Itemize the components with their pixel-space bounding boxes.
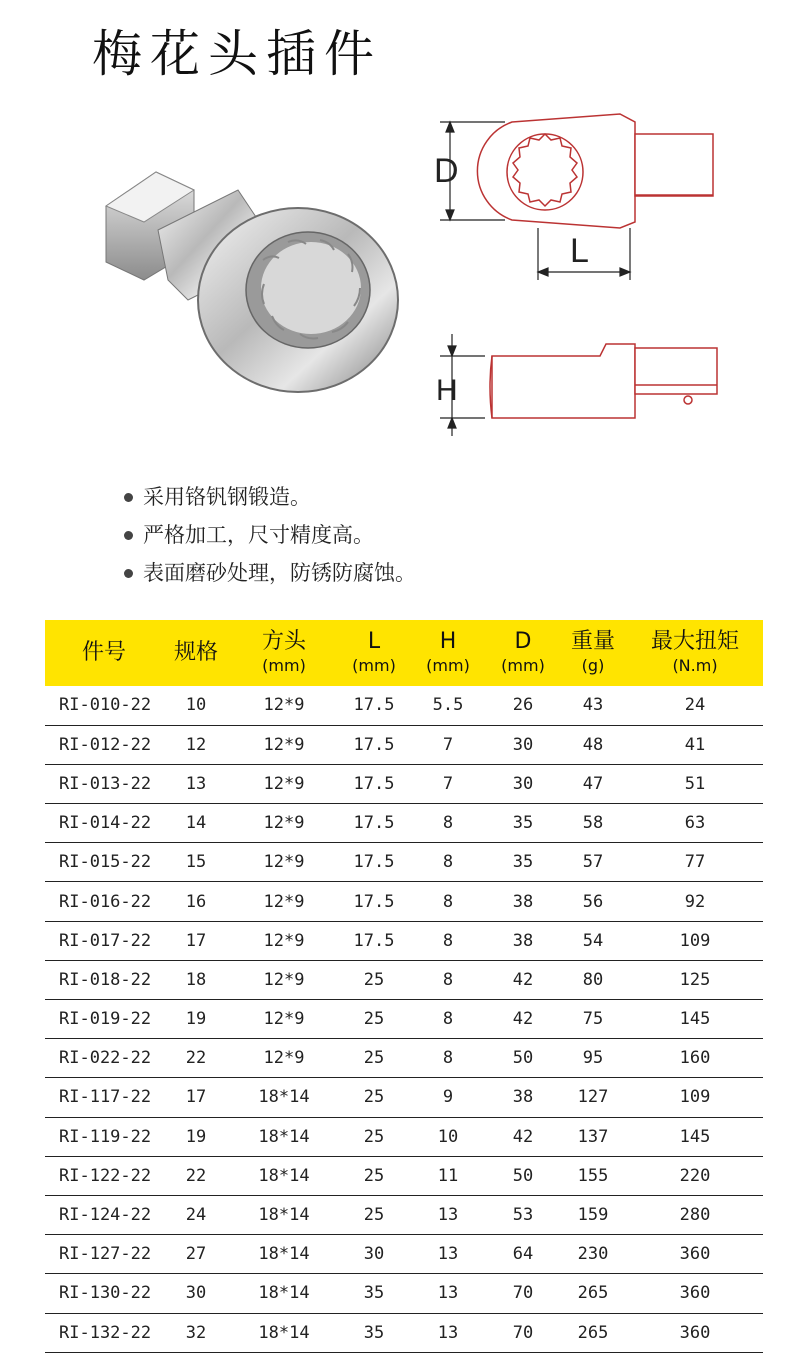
table-cell: 16 xyxy=(185,891,207,912)
table-cell: 12*9 xyxy=(263,1009,305,1030)
table-cell: 25 xyxy=(363,1048,385,1069)
table-row xyxy=(45,921,763,960)
table-cell: 18 xyxy=(185,969,207,990)
table-cell: 109 xyxy=(679,930,711,951)
table-row xyxy=(45,1000,763,1039)
table-cell: 42 xyxy=(512,969,534,990)
table-cell: 18*14 xyxy=(258,1205,310,1226)
col-header: H (mm) xyxy=(426,629,470,675)
table-header-row xyxy=(45,620,763,686)
table-cell: 13 xyxy=(437,1283,459,1304)
table-cell: RI-013-22 xyxy=(59,773,152,794)
table-cell: 38 xyxy=(512,930,534,951)
feature-text: 严格加工，尺寸精度高。 xyxy=(143,523,374,547)
table-cell: 57 xyxy=(582,852,604,873)
feature-item xyxy=(124,516,416,554)
table-cell: 19 xyxy=(185,1009,207,1030)
table-cell: 77 xyxy=(684,852,706,873)
table-row xyxy=(45,804,763,843)
table-cell: 42 xyxy=(512,1009,534,1030)
table-cell: 24 xyxy=(185,1205,207,1226)
table-cell: 155 xyxy=(577,1165,609,1186)
table-cell: RI-014-22 xyxy=(59,813,152,834)
table-cell: RI-119-22 xyxy=(59,1126,152,1147)
table-cell: 280 xyxy=(679,1205,711,1226)
bullet-icon xyxy=(124,493,133,502)
table-row xyxy=(45,1117,763,1156)
table-cell: 35 xyxy=(363,1322,385,1343)
table-cell: 26 xyxy=(512,695,534,716)
col-header: D (mm) xyxy=(501,629,545,675)
col-header: 件号 xyxy=(81,640,126,665)
table-cell: RI-130-22 xyxy=(59,1283,152,1304)
table-cell: 18*14 xyxy=(258,1283,310,1304)
table-cell: 18*14 xyxy=(258,1244,310,1265)
col-header: L (mm) xyxy=(352,629,396,675)
table-cell: 12*9 xyxy=(263,969,305,990)
table-cell: RI-019-22 xyxy=(59,1009,152,1030)
table-cell: 38 xyxy=(512,891,534,912)
table-cell: 54 xyxy=(582,930,604,951)
table-cell: 360 xyxy=(679,1244,711,1265)
table-cell: 13 xyxy=(437,1205,459,1226)
table-cell: 51 xyxy=(684,773,706,794)
table-cell: 30 xyxy=(512,734,534,755)
table-cell: RI-015-22 xyxy=(59,852,152,873)
table-row xyxy=(45,686,763,725)
table-cell: 17.5 xyxy=(353,773,395,794)
table-cell: 14 xyxy=(185,813,207,834)
table-cell: 25 xyxy=(363,1087,385,1108)
table-cell: RI-117-22 xyxy=(59,1087,152,1108)
table-cell: 42 xyxy=(512,1126,534,1147)
table-cell: 12*9 xyxy=(263,1048,305,1069)
table-cell: 18*14 xyxy=(258,1087,310,1108)
table-cell: 17 xyxy=(185,930,207,951)
table-cell: 10 xyxy=(185,695,207,716)
table-cell: 35 xyxy=(512,852,534,873)
table-cell: 18*14 xyxy=(258,1322,310,1343)
table-cell: 80 xyxy=(582,969,604,990)
table-cell: 47 xyxy=(582,773,604,794)
table-cell: 12*9 xyxy=(263,773,305,794)
table-cell: 58 xyxy=(582,813,604,834)
table-cell: 265 xyxy=(577,1283,609,1304)
table-cell: 32 xyxy=(185,1322,207,1343)
table-cell: 56 xyxy=(582,891,604,912)
table-cell: 50 xyxy=(512,1048,534,1069)
table-cell: 8 xyxy=(442,1048,454,1069)
table-cell: 13 xyxy=(437,1322,459,1343)
table-cell: 17.5 xyxy=(353,891,395,912)
table-cell: 95 xyxy=(582,1048,604,1069)
table-cell: 13 xyxy=(185,773,207,794)
table-cell: RI-012-22 xyxy=(59,734,152,755)
table-cell: RI-122-22 xyxy=(59,1165,152,1186)
label-h: H xyxy=(436,374,458,407)
table-cell: 25 xyxy=(363,1165,385,1186)
table-cell: 25 xyxy=(363,1126,385,1147)
table-cell: 7 xyxy=(442,734,454,755)
table-cell: RI-124-22 xyxy=(59,1205,152,1226)
table-cell: 43 xyxy=(582,695,604,716)
table-cell: 15 xyxy=(185,852,207,873)
table-cell: 12 xyxy=(185,734,207,755)
table-cell: RI-132-22 xyxy=(59,1322,152,1343)
table-cell: 30 xyxy=(363,1244,385,1265)
table-cell: 17 xyxy=(185,1087,207,1108)
table-cell: RI-022-22 xyxy=(59,1048,152,1069)
table-row xyxy=(45,1039,763,1078)
table-row xyxy=(45,1195,763,1234)
table-cell: 220 xyxy=(679,1165,711,1186)
table-cell: 13 xyxy=(437,1244,459,1265)
table-body xyxy=(45,686,763,1352)
table-cell: 12*9 xyxy=(263,852,305,873)
feature-list xyxy=(124,478,416,592)
table-row xyxy=(45,960,763,999)
col-header: 最大扭矩 (N.m) xyxy=(650,629,739,675)
table-cell: 8 xyxy=(442,813,454,834)
table-row xyxy=(45,882,763,921)
table-row xyxy=(45,843,763,882)
table-cell: 30 xyxy=(185,1283,207,1304)
table-row xyxy=(45,1156,763,1195)
dimension-diagram-top xyxy=(430,100,760,290)
bullet-icon xyxy=(124,531,133,540)
page-title: 梅花头插件 xyxy=(92,25,382,83)
table-cell: 41 xyxy=(684,734,706,755)
table-cell: 75 xyxy=(582,1009,604,1030)
table-cell: 24 xyxy=(684,695,706,716)
table-cell: 12*9 xyxy=(263,695,305,716)
table-row xyxy=(45,1078,763,1117)
table-cell: 159 xyxy=(577,1205,609,1226)
table-row xyxy=(45,1235,763,1274)
feature-text: 采用铬钒钢锻造。 xyxy=(143,485,311,509)
table-cell: 11 xyxy=(437,1165,459,1186)
spec-table xyxy=(45,620,763,1353)
table-cell: 109 xyxy=(679,1087,711,1108)
table-cell: 27 xyxy=(185,1244,207,1265)
label-l: L xyxy=(570,232,589,270)
table-cell: 64 xyxy=(512,1244,534,1265)
table-cell: 22 xyxy=(185,1048,207,1069)
table-cell: 17.5 xyxy=(353,852,395,873)
table-cell: RI-016-22 xyxy=(59,891,152,912)
table-cell: 35 xyxy=(512,813,534,834)
table-cell: 360 xyxy=(679,1322,711,1343)
table-cell: RI-017-22 xyxy=(59,930,152,951)
table-cell: 48 xyxy=(582,734,604,755)
feature-item xyxy=(124,554,416,592)
table-row xyxy=(45,1313,763,1352)
table-cell: 8 xyxy=(442,852,454,873)
feature-text: 表面磨砂处理，防锈防腐蚀。 xyxy=(143,561,416,585)
table-row xyxy=(45,725,763,764)
table-cell: 17.5 xyxy=(353,734,395,755)
col-header: 规格 xyxy=(173,640,218,665)
table-cell: 17.5 xyxy=(353,695,395,716)
table-row xyxy=(45,1274,763,1313)
table-cell: 12*9 xyxy=(263,930,305,951)
table-cell: 22 xyxy=(185,1165,207,1186)
table-cell: 145 xyxy=(679,1009,711,1030)
col-header: 方头 (mm) xyxy=(261,629,306,675)
table-cell: 9 xyxy=(442,1087,454,1108)
table-cell: 360 xyxy=(679,1283,711,1304)
table-row xyxy=(45,764,763,803)
table-cell: RI-018-22 xyxy=(59,969,152,990)
table-cell: 8 xyxy=(442,891,454,912)
table-cell: 12*9 xyxy=(263,891,305,912)
table-cell: RI-010-22 xyxy=(59,695,152,716)
table-cell: 70 xyxy=(512,1322,534,1343)
table-cell: 125 xyxy=(679,969,711,990)
table-cell: RI-127-22 xyxy=(59,1244,152,1265)
table-cell: 145 xyxy=(679,1126,711,1147)
bullet-icon xyxy=(124,569,133,578)
table-cell: 12*9 xyxy=(263,813,305,834)
table-cell: 38 xyxy=(512,1087,534,1108)
label-d: D xyxy=(434,152,459,190)
table-cell: 25 xyxy=(363,969,385,990)
table-cell: 53 xyxy=(512,1205,534,1226)
dimension-diagram-side xyxy=(430,330,760,440)
table-cell: 92 xyxy=(684,891,706,912)
table-cell: 18*14 xyxy=(258,1126,310,1147)
table-cell: 63 xyxy=(684,813,706,834)
table-cell: 8 xyxy=(442,969,454,990)
table-cell: 50 xyxy=(512,1165,534,1186)
table-cell: 160 xyxy=(679,1048,711,1069)
table-cell: 10 xyxy=(437,1126,459,1147)
table-cell: 8 xyxy=(442,930,454,951)
col-header: 重量 (g) xyxy=(570,629,615,675)
table-cell: 7 xyxy=(442,773,454,794)
table-cell: 35 xyxy=(363,1283,385,1304)
product-photo xyxy=(98,150,408,420)
table-cell: 17.5 xyxy=(353,813,395,834)
table-cell: 25 xyxy=(363,1009,385,1030)
table-cell: 25 xyxy=(363,1205,385,1226)
table-cell: 12*9 xyxy=(263,734,305,755)
feature-item xyxy=(124,478,416,516)
table-cell: 30 xyxy=(512,773,534,794)
table-cell: 19 xyxy=(185,1126,207,1147)
table-cell: 8 xyxy=(442,1009,454,1030)
table-cell: 127 xyxy=(577,1087,609,1108)
table-cell: 18*14 xyxy=(258,1165,310,1186)
table-cell: 5.5 xyxy=(432,695,464,716)
table-cell: 17.5 xyxy=(353,930,395,951)
table-cell: 230 xyxy=(577,1244,609,1265)
table-cell: 70 xyxy=(512,1283,534,1304)
table-cell: 137 xyxy=(577,1126,609,1147)
table-cell: 265 xyxy=(577,1322,609,1343)
